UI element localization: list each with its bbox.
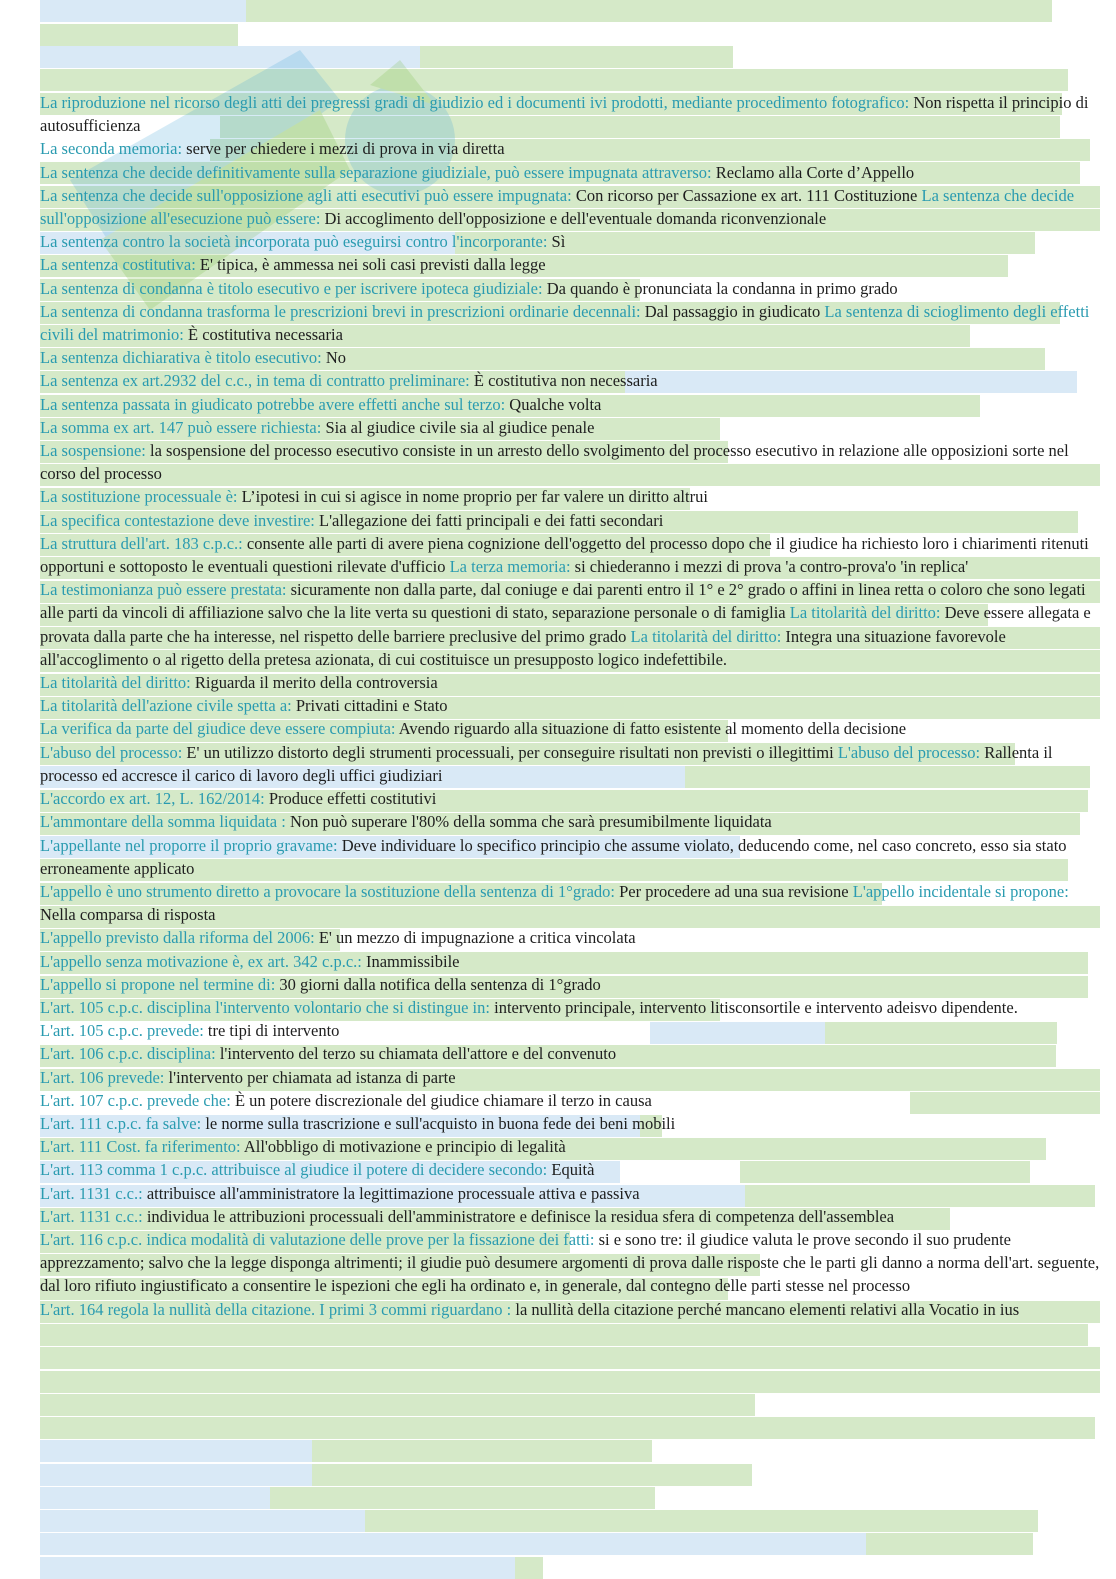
answer-text: Da quando è pronunciata la condanna in primo grado xyxy=(546,278,898,298)
question-text: La sentenza passata in giudicato potrebbe avere effetti anche sul terzo: xyxy=(40,394,506,414)
qa-paragraph xyxy=(40,694,1100,717)
answer-text: Privati cittadini e Stato xyxy=(295,696,448,716)
answer-text: Deve essere allegata e provata dalla parte che ha interesse, nel rispetto delle barriere preclusive del primo grado xyxy=(40,603,1091,646)
qa-paragraph xyxy=(40,741,1100,787)
answer-text: serve per chiedere i mezzi di prova in via diretta xyxy=(186,139,505,159)
answer-text: Nella comparsa di risposta xyxy=(40,905,216,925)
question-text: La sentenza di condanna è titolo esecutivo e per iscrivere ipoteca giudiziale: xyxy=(40,278,543,298)
answer-text: Inammissibile xyxy=(365,951,460,971)
highlight-band xyxy=(515,1557,543,1579)
question-text: L'appellante nel proporre il proprio gravame: xyxy=(40,835,338,855)
highlight-band xyxy=(40,1464,312,1486)
question-text: La sospensione: xyxy=(40,441,146,461)
qa-paragraph xyxy=(40,787,1100,810)
answer-text: individua le attribuzioni processuali dell'amministratore e definisce la residua sfera di competenza dell'assemblea xyxy=(146,1206,895,1226)
qa-paragraph xyxy=(40,996,1100,1019)
answer-text: Avendo riguardo alla situazione di fatto esistente al momento della decisione xyxy=(398,719,907,739)
qa-paragraph xyxy=(40,671,1100,694)
question-text: La specifica contestazione deve investire: xyxy=(40,510,315,530)
answer-text: Deve individuare lo specifico principio che assume violato, deducendo come, nel caso concreto, esso sia stato erroneamente applicato xyxy=(40,835,1067,878)
highlight-band xyxy=(246,0,1052,22)
qa-paragraph xyxy=(40,1089,1100,1112)
question-text: L'art. 107 c.p.c. prevede che: xyxy=(40,1090,231,1110)
question-text: L'art. 111 Cost. fa riferimento: xyxy=(40,1137,241,1157)
question-text: L'appello si propone nel termine di: xyxy=(40,974,276,994)
qa-paragraph xyxy=(40,300,1100,346)
question-text: La titolarità del diritto: xyxy=(40,673,191,693)
answer-text: l'intervento del terzo su chiamata dell'attore e del convenuto xyxy=(219,1044,617,1064)
highlight-band xyxy=(40,1487,270,1509)
highlight-band xyxy=(312,1440,652,1462)
qa-paragraph xyxy=(40,973,1100,996)
qa-paragraph xyxy=(40,393,1100,416)
question-text: La sentenza di scioglimento degli effetti civili del matrimonio: xyxy=(40,301,1090,345)
question-text: L'art. 106 c.p.c. disciplina: xyxy=(40,1044,216,1064)
highlight-band xyxy=(40,1440,312,1462)
question-text: L'appello previsto dalla riforma del 2006: xyxy=(40,928,315,948)
qa-paragraph xyxy=(40,253,1100,276)
answer-text: All'obbligo di motivazione e principio di legalità xyxy=(243,1137,566,1157)
question-text: La sentenza contro la società incorporata può eseguirsi contro l'incorporante: xyxy=(40,232,548,252)
qa-paragraph xyxy=(40,230,1100,253)
answer-text: Sia al giudice civile sia al giudice penale xyxy=(325,417,595,437)
qa-paragraph xyxy=(40,1112,1100,1135)
answer-text: Riguarda il merito della controversia xyxy=(194,673,438,693)
question-text: La struttura dell'art. 183 c.p.c.: xyxy=(40,533,243,553)
qa-paragraph xyxy=(40,810,1100,833)
question-text: La titolarità dell'azione civile spetta a: xyxy=(40,696,292,716)
question-text: La titolarità del diritto: xyxy=(789,603,941,623)
highlight-band xyxy=(40,1417,1095,1439)
qa-paragraph xyxy=(40,1019,1100,1042)
question-text: La titolarità del diritto: xyxy=(630,626,782,646)
question-text: L'art. 1131 c.c.: xyxy=(40,1183,143,1203)
question-text: L'art. 111 c.p.c. fa salve: xyxy=(40,1113,202,1133)
question-text: La sentenza che decide sull'opposizione all'esecuzione può essere: xyxy=(40,185,1075,229)
question-text: La sentenza costitutiva: xyxy=(40,255,196,275)
qa-paragraph xyxy=(40,1298,1100,1321)
answer-text: Non rispetta il principio di autosufficienza xyxy=(40,93,1089,136)
highlight-band xyxy=(40,0,246,22)
qa-paragraph xyxy=(40,509,1100,532)
answer-text: si e sono tre: il giudice valuta le prove secondo il suo prudente apprezzamento; salvo che la legge disponga altrimenti; il giudie può desumere argomenti di prova dalle risposte che le parti gli danno a norma dell'art. seguente, dal loro rifiuto ingiustificato a consentire le ispezioni che egli ha ordinato e, in generale, dal contegno delle parti stesse nel processo xyxy=(40,1229,1100,1296)
highlight-band xyxy=(40,1394,755,1416)
qa-paragraph xyxy=(40,1228,1100,1298)
question-text: L'art. 164 regola la nullità della citazione. I primi 3 commi riguardano : xyxy=(40,1299,512,1319)
answer-text: si chiederanno i mezzi di prova 'a contro-prova'o 'in replica' xyxy=(574,557,969,577)
question-text: L'appello è uno strumento diretto a provocare la sostituzione della sentenza di 1°grado: xyxy=(40,881,615,901)
question-text: L'accordo ex art. 12, L. 162/2014: xyxy=(40,789,265,809)
answer-text: È un potere discrezionale del giudice chiamare il terzo in causa xyxy=(234,1090,652,1110)
qa-paragraph xyxy=(40,880,1100,926)
qa-paragraph xyxy=(40,439,1100,485)
answer-text: Con ricorso per Cassazione ex art. 111 Costituzione xyxy=(575,185,918,205)
question-text: La testimonianza può essere prestata: xyxy=(40,580,287,600)
qa-paragraph xyxy=(40,578,1100,671)
qa-paragraph xyxy=(40,416,1100,439)
highlight-band xyxy=(40,1371,1100,1393)
answer-text: Qualche volta xyxy=(509,394,602,414)
answer-text: Di accoglimento dell'opposizione e dell'eventuale domanda riconvenzionale xyxy=(324,209,827,229)
answer-text: Equità xyxy=(551,1160,595,1180)
answer-text: sicuramente non dalla parte, dal coniuge e dai parenti entro il 1° e 2° grado o affini in linea retta o coloro che sono legati alle parti da vincoli di affiliazione salvo che la lite verta su questioni di stato, separazione personale o di famiglia xyxy=(40,580,1086,623)
answer-text: 30 giorni dalla notifica della sentenza di 1°grado xyxy=(279,974,601,994)
document-body xyxy=(40,91,1100,1321)
highlight-band xyxy=(866,1533,1033,1555)
qa-paragraph xyxy=(40,184,1100,230)
highlight-band xyxy=(420,46,733,68)
answer-text: E' un utilizzo distorto degli strumenti processuali, per conseguire risultati non previsti o illegittimi xyxy=(186,742,834,762)
question-text: L'abuso del processo: xyxy=(837,742,981,762)
question-text: L'appello senza motivazione è, ex art. 342 c.p.c.: xyxy=(40,951,362,971)
qa-paragraph xyxy=(40,1042,1100,1065)
qa-paragraph xyxy=(40,1066,1100,1089)
highlight-band xyxy=(40,1510,365,1532)
highlight-band xyxy=(40,1533,866,1555)
question-text: La verifica da parte del giudice deve essere compiuta: xyxy=(40,719,396,739)
question-text: La somma ex art. 147 può essere richiesta: xyxy=(40,417,322,437)
answer-text: l'intervento per chiamata ad istanza di parte xyxy=(168,1067,456,1087)
qa-paragraph xyxy=(40,91,1100,137)
qa-paragraph xyxy=(40,1135,1100,1158)
answer-text: le norme sulla trascrizione e sull'acquisto in buona fede dei beni mobili xyxy=(205,1113,676,1133)
answer-text: tre tipi di intervento xyxy=(207,1021,340,1041)
answer-text: E' tipica, è ammessa nei soli casi previsti dalla legge xyxy=(199,255,546,275)
question-text: La sentenza che decide sull'opposizione agli atti esecutivi può essere impugnata: xyxy=(40,185,572,205)
qa-paragraph xyxy=(40,137,1100,160)
answer-text: Dal passaggio in giudicato xyxy=(644,301,821,321)
question-text: La sostituzione processuale è: xyxy=(40,487,238,507)
qa-paragraph xyxy=(40,1158,1100,1181)
qa-paragraph xyxy=(40,485,1100,508)
answer-text: L'allegazione dei fatti principali e dei fatti secondari xyxy=(319,510,664,530)
answer-text: intervento principale, intervento litisconsortile e intervento adeisvo dipendente. xyxy=(494,997,1018,1017)
qa-paragraph xyxy=(40,369,1100,392)
answer-text: consente alle parti di avere piena cognizione dell'oggetto del processo dopo che il giudice ha richiesto loro i chiarimenti ritenuti opportuni e sottoposto le eventuali questioni rilevate d'ufficio xyxy=(40,533,1089,577)
qa-paragraph xyxy=(40,1182,1100,1205)
highlight-band xyxy=(312,1464,752,1486)
qa-paragraph xyxy=(40,161,1100,184)
answer-text: È costitutiva necessaria xyxy=(188,325,343,345)
question-text: L'ammontare della somma liquidata : xyxy=(40,812,286,832)
question-text: L'art. 113 comma 1 c.p.c. attribuisce al giudice il potere di decidere secondo: xyxy=(40,1160,548,1180)
question-text: La terza memoria: xyxy=(449,557,571,577)
question-text: L'art. 106 prevede: xyxy=(40,1067,165,1087)
answer-text: Per procedere ad una sua revisione xyxy=(619,881,849,901)
qa-paragraph xyxy=(40,950,1100,973)
answer-text: Rallenta il processo ed accresce il carico di lavoro degli uffici giudiziari xyxy=(40,742,1053,785)
question-text: L'art. 105 c.p.c. prevede: xyxy=(40,1021,204,1041)
highlight-band xyxy=(40,1347,1100,1369)
qa-paragraph xyxy=(40,277,1100,300)
answer-text: Non può superare l'80% della somma che sarà presumibilmente liquidata xyxy=(289,812,772,832)
answer-text: È costitutiva non necessaria xyxy=(473,371,658,391)
question-text: L'art. 1131 c.c.: xyxy=(40,1206,143,1226)
answer-text: Reclamo alla Corte d’Appello xyxy=(715,162,915,182)
highlight-band xyxy=(40,1324,1088,1346)
answer-text: L’ipotesi in cui si agisce in nome proprio per far valere un diritto altrui xyxy=(241,487,708,507)
answer-text: E' un mezzo di impugnazione a critica vincolata xyxy=(318,928,636,948)
question-text: La sentenza di condanna trasforma le prescrizioni brevi in prescrizioni ordinarie decennali: xyxy=(40,301,641,321)
question-text: La seconda memoria: xyxy=(40,139,183,159)
answer-text: la sospensione del processo esecutivo consiste in un arresto dello svolgimento del processo esecutivo in relazione alle opposizioni sorte nel corso del processo xyxy=(40,441,1069,484)
question-text: L'appello incidentale si propone: xyxy=(852,881,1069,901)
answer-text: Sì xyxy=(551,232,566,252)
qa-paragraph xyxy=(40,834,1100,880)
question-text: La sentenza dichiarativa è titolo esecutivo: xyxy=(40,348,322,368)
answer-text: attribuisce all'amministratore la legittimazione processuale attiva e passiva xyxy=(146,1183,640,1203)
qa-paragraph xyxy=(40,926,1100,949)
question-text: L'art. 105 c.p.c. disciplina l'intervento volontario che si distingue in: xyxy=(40,997,490,1017)
question-text: L'abuso del processo: xyxy=(40,742,183,762)
highlight-band xyxy=(40,1557,515,1579)
answer-text: No xyxy=(325,348,347,368)
answer-text: Integra una situazione favorevole all'accoglimento o al rigetto della pretesa azionata, di cui costituisce un presupposto logico indefettibile. xyxy=(40,626,1006,669)
highlight-band xyxy=(270,1487,655,1509)
question-text: La sentenza che decide definitivamente sulla separazione giudiziale, può essere impugnata attraverso: xyxy=(40,162,712,182)
answer-text: Produce effetti costitutivi xyxy=(268,789,437,809)
question-text: La sentenza ex art.2932 del c.c., in tema di contratto preliminare: xyxy=(40,371,470,391)
answer-text: la nullità della citazione perché mancano elementi relativi alla Vocatio in ius xyxy=(515,1299,1020,1319)
question-text: L'art. 116 c.p.c. indica modalità di valutazione delle prove per la fissazione dei fatti: xyxy=(40,1229,595,1249)
qa-paragraph xyxy=(40,717,1100,740)
highlight-band xyxy=(365,1510,1038,1532)
qa-paragraph xyxy=(40,532,1100,578)
qa-paragraph xyxy=(40,346,1100,369)
question-text: La riproduzione nel ricorso degli atti dei pregressi gradi di giudizio ed i documenti ivi prodotti, mediante procedimento fotografico: xyxy=(40,93,910,112)
qa-paragraph xyxy=(40,1205,1100,1228)
